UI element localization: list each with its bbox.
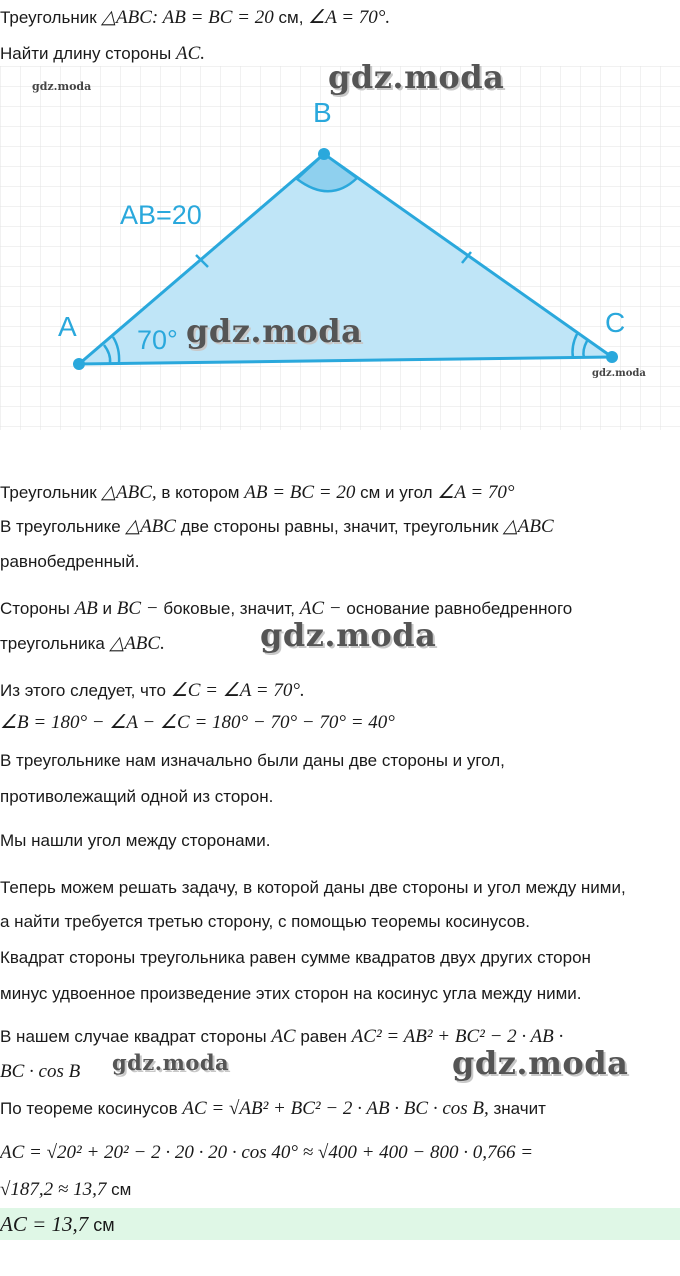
solution-line: противолежащий одной из сторон. [0,787,274,806]
watermark-small: gdz.moda [32,80,92,93]
formula: AC [271,1026,296,1047]
formula: AB [74,598,98,619]
solution-line [0,597,680,621]
problem-question: Найти длину стороны [0,44,172,63]
text: По теореме косинусов [0,1099,178,1118]
text: в котором [161,483,240,502]
vertex-b [318,148,330,160]
text: треугольника [0,634,105,653]
formula: △ABC [125,516,176,537]
text: Треугольник [0,483,97,502]
formula: △ABC. [109,633,165,654]
watermark: gdz.moda [112,1050,230,1075]
text: см и угол [360,483,433,502]
formula: ∠C = ∠A = 70°. [170,680,305,701]
text: боковые, значит, [163,599,296,618]
solution-line [0,679,680,703]
text: значит [493,1099,546,1118]
formula: AC = √AB² + BC² − 2 · AB · BC · cos B, [182,1098,489,1119]
problem-unit: см, [278,8,304,27]
text: равен [300,1027,347,1046]
solution-line [0,1097,680,1121]
text: и [102,599,113,618]
text: Из этого следует, что [0,681,166,700]
angle-b-calc: ∠B = 180° − ∠A − ∠C = 180° − 70° − 70° = 40° [0,712,395,733]
watermark: gdz.moda [260,616,437,654]
formula: △ABC [503,516,554,537]
label-c: C [605,307,626,338]
watermark: gdz.moda [452,1044,629,1082]
angle-label: 70° [137,325,178,355]
label-b: B [313,97,332,128]
solution-line: а найти требуется третью сторону, с помощью теоремы косинусов. [0,912,531,931]
text: В нашем случае квадрат стороны [0,1027,267,1046]
text: основание равнобедренного [346,599,573,618]
text: две стороны равны, значит, треугольник [180,517,499,536]
formula: AC − [299,598,342,619]
formula: ∠A = 70° [437,482,515,503]
solution-line [0,1025,680,1049]
solution-line [0,515,680,539]
solution-line [0,1178,680,1202]
problem-angle: ∠A = 70°. [308,7,391,28]
formula-line: BC · cos B [0,1061,81,1082]
solution-line: равнобедренный. [0,552,140,571]
solution-line: минус удвоенное произведение этих сторон на косинус угла между ними. [0,984,582,1003]
problem-formula: △ABC: AB = BC = 20 [101,7,274,28]
vertex-a [73,358,85,370]
formula: AC² = AB² + BC² − 2 · AB · [351,1026,564,1047]
problem-target: AC. [175,43,206,64]
solution-line [0,632,680,656]
watermark-small: gdz.moda [592,368,646,379]
text: Стороны [0,599,70,618]
watermark: gdz.moda [328,58,505,96]
solution-line [0,481,680,505]
formula: △ABC, [101,482,157,503]
formula: BC − [116,598,159,619]
formula: √187,2 ≈ 13,7 [0,1179,107,1200]
problem-text: Треугольник [0,8,97,27]
unit: см [111,1180,132,1199]
problem-line-1 [0,6,680,30]
side-label: AB=20 [120,200,202,230]
label-a: A [58,311,77,342]
answer [0,1212,680,1237]
solution-line: Квадрат стороны треугольника равен сумме квадратов двух других сторон [0,948,591,967]
text: В треугольнике [0,517,121,536]
solution-line: Теперь можем решать задачу, в которой даны две стороны и угол между ними, [0,878,626,897]
solution-line: Мы нашли угол между сторонами. [0,831,271,850]
formula-line: AC = √20² + 20² − 2 · 20 · 20 · cos 40° ≈ √400 + 400 − 800 · 0,766 = [0,1142,534,1163]
answer-formula: AC = 13,7 [0,1212,89,1236]
watermark: gdz.moda [186,312,363,350]
answer-unit: см [93,1215,115,1235]
formula: AB = BC = 20 [244,482,356,503]
triangle-figure [0,66,680,430]
solution-line: В треугольнике нам изначально были даны две стороны и угол, [0,751,505,770]
vertex-c [606,351,618,363]
